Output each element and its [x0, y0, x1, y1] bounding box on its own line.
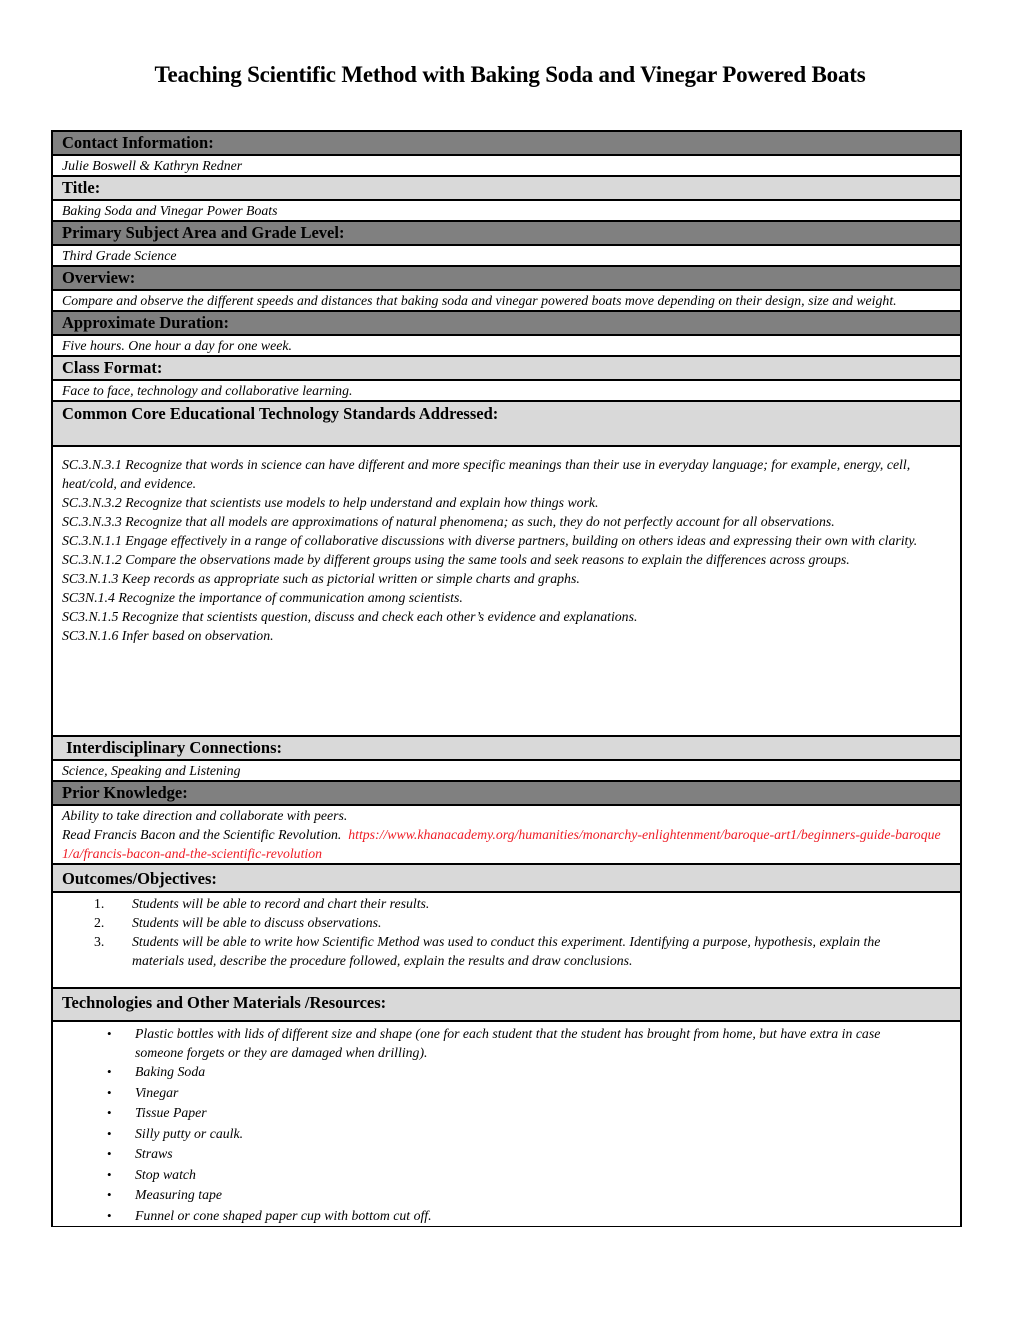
material-text: Tissue Paper — [135, 1105, 207, 1120]
material-item — [107, 1165, 930, 1186]
standard-item: SC.3.N.1.1 Engage effectively in a range of collaborative discussions with diverse partners, building on others ideas and expressing their own with clarity. — [62, 533, 918, 548]
document-title: Teaching Scientific Method with Baking Soda and Vinegar Powered Boats — [154, 62, 866, 87]
bullet-icon: • — [107, 1105, 112, 1120]
duration-heading: Approximate Duration: — [53, 312, 960, 336]
outcome-text: Students will be able to record and chart their results. — [132, 896, 430, 911]
outcome-item — [94, 932, 930, 970]
material-text: Plastic bottles with lids of different size and shape (one for each student that the student has brought from home, but have extra in case someone forgets or they are damaged when drilling). — [135, 1026, 881, 1060]
contact-heading: Contact Information: — [53, 132, 960, 156]
khan-academy-link[interactable]: https://www.khanacademy.org/humanities/monarchy-enlightenment/baroque-art1/beginners-guide-baroque1/a/francis-bacon-and-the-scientific-revolution — [62, 827, 941, 861]
bullet-icon: • — [107, 1125, 112, 1141]
outcomes-heading: Outcomes/Objectives: — [53, 865, 960, 893]
bullet-icon: • — [107, 1146, 112, 1161]
outcome-item — [94, 913, 930, 932]
outcome-number: 2. — [94, 915, 105, 930]
bullet-icon: • — [107, 1064, 112, 1079]
standard-item: SC.3.N.3.1 Recognize that words in science can have different and more specific meanings than their use in everyday language; for example, energy, cell, heat/cold, and evidence. — [62, 457, 911, 491]
outcome-text: Students will be able to discuss observations. — [132, 915, 382, 930]
material-item — [107, 1144, 930, 1165]
prior-knowledge-line: Ability to take direction and collaborate with peers. — [62, 808, 348, 823]
material-item — [107, 1103, 930, 1124]
outcome-number: 1. — [94, 896, 105, 911]
subject-heading: Primary Subject Area and Grade Level: — [53, 222, 960, 246]
standards-list — [53, 447, 960, 737]
prior-knowledge-reading — [62, 825, 950, 863]
standard-item: SC3.N.1.3 Keep records as appropriate such as pictorial written or simple charts and graphs. — [62, 571, 580, 586]
material-text: Funnel or cone shaped paper cup with bottom cut off. — [135, 1207, 432, 1223]
standard-item: SC3N.1.4 Recognize the importance of communication among scientists. — [62, 590, 463, 605]
material-item — [107, 1062, 930, 1083]
standard-item: SC.3.N.3.2 Recognize that scientists use models to help understand and explain how things work. — [62, 495, 599, 510]
outcomes-list — [53, 893, 960, 989]
material-text: Vinegar — [135, 1084, 179, 1100]
outcome-number: 3. — [94, 934, 105, 949]
contact-value: Julie Boswell & Kathryn Redner — [53, 156, 960, 177]
subject-value: Third Grade Science — [53, 246, 960, 267]
standard-item: SC3.N.1.6 Infer based on observation. — [62, 628, 274, 643]
interdisciplinary-value: Science, Speaking and Listening — [53, 761, 960, 782]
material-text: Measuring tape — [135, 1187, 222, 1202]
bullet-icon: • — [107, 1166, 112, 1182]
overview-heading: Overview: — [53, 267, 960, 291]
reading-text: Read Francis Bacon and the Scientific Revolution. — [62, 827, 349, 842]
prior-knowledge-value — [53, 806, 960, 865]
duration-value: Five hours. One hour a day for one week. — [53, 336, 960, 357]
bullet-icon: • — [107, 1187, 112, 1202]
material-item — [107, 1206, 930, 1227]
title-heading: Title: — [53, 177, 960, 201]
material-item — [107, 1083, 930, 1104]
materials-list — [53, 1022, 960, 1226]
material-text: Straws — [135, 1146, 173, 1161]
materials-heading: Technologies and Other Materials /Resources: — [53, 989, 960, 1022]
outcome-text: Students will be able to write how Scientific Method was used to conduct this experiment. Identifying a purpose, hypothesis, explain the materials used, describe the procedure followed, explain the results and draw conclusions. — [132, 934, 881, 968]
standards-heading: Common Core Educational Technology Standards Addressed: — [53, 402, 960, 447]
material-item — [107, 1024, 930, 1062]
outcome-item — [94, 894, 930, 913]
material-item — [107, 1185, 930, 1206]
bullet-icon: • — [107, 1207, 112, 1223]
bullet-icon: • — [107, 1084, 112, 1100]
title-value: Baking Soda and Vinegar Power Boats — [53, 201, 960, 222]
standard-item: SC.3.N.1.2 Compare the observations made by different groups using the same tools and seek reasons to explain the differences across groups. — [62, 552, 850, 567]
material-item — [107, 1124, 930, 1145]
standard-item: SC.3.N.3.3 Recognize that all models are approximations of natural phenomena; as such, they do not perfectly account for all observations. — [62, 514, 835, 529]
standard-item: SC3.N.1.5 Recognize that scientists question, discuss and check each other’s evidence and explanations. — [62, 609, 638, 624]
overview-value: Compare and observe the different speeds and distances that baking soda and vinegar powered boats move depending on their design, size and weight. — [53, 291, 960, 312]
material-text: Silly putty or caulk. — [135, 1125, 244, 1141]
prior-knowledge-heading: Prior Knowledge: — [53, 782, 960, 806]
material-text: Stop watch — [135, 1166, 196, 1182]
bullet-icon: • — [107, 1026, 112, 1041]
class-format-heading: Class Format: — [53, 357, 960, 381]
interdisciplinary-heading: Interdisciplinary Connections: — [53, 737, 960, 761]
material-text: Baking Soda — [135, 1064, 206, 1079]
lesson-plan-table — [51, 130, 962, 1227]
class-format-value: Face to face, technology and collaborative learning. — [53, 381, 960, 402]
